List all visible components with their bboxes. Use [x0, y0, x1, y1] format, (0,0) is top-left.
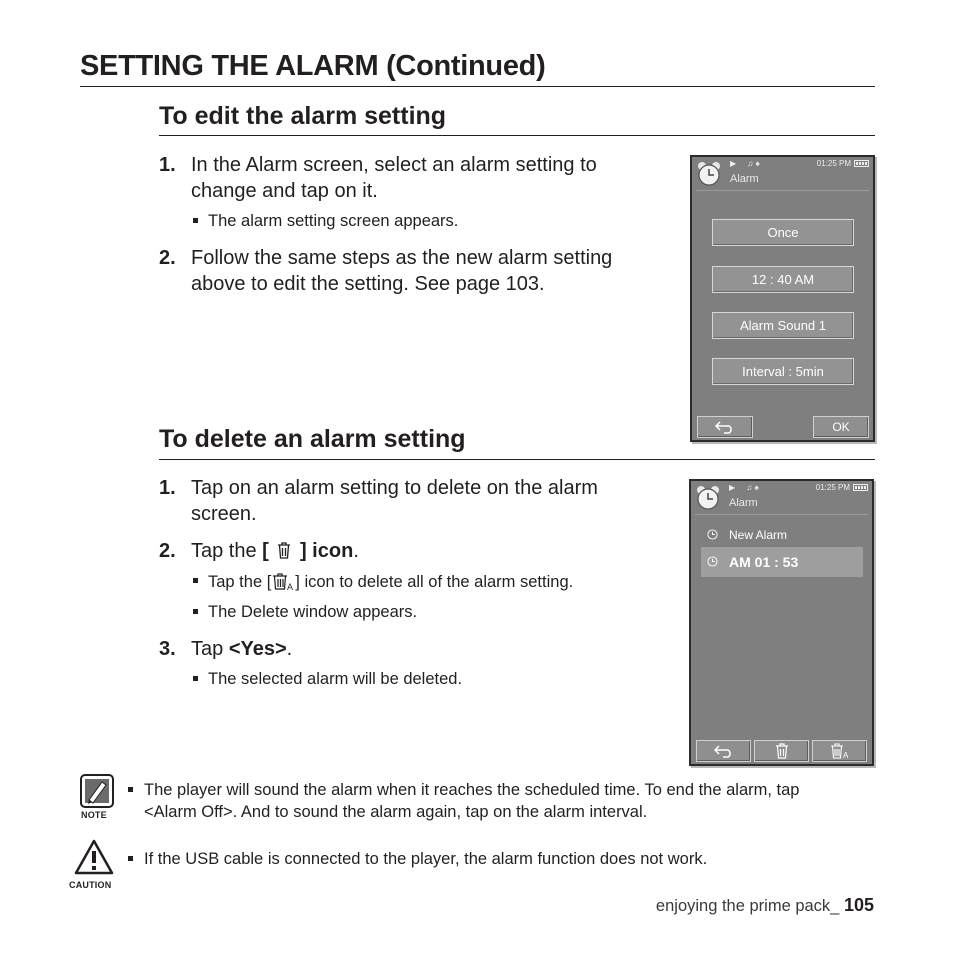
svg-text:A: A [287, 582, 294, 591]
screen-title: Alarm [730, 173, 759, 185]
time-option-button[interactable]: 12 : 40 AM [712, 266, 854, 293]
clock-icon [707, 556, 718, 567]
svg-text:A: A [842, 751, 848, 759]
caution-icon [74, 839, 114, 875]
page-title: SETTING THE ALARM (Continued) [80, 50, 546, 82]
sound-option-button[interactable]: Alarm Sound 1 [712, 312, 854, 339]
screen-title: Alarm [729, 497, 758, 509]
list-item-label: AM 01 : 53 [729, 554, 799, 570]
interval-option-button[interactable]: Interval : 5min [712, 358, 854, 385]
bullet-text: The alarm setting screen appears. [208, 212, 459, 230]
step-text: . [353, 540, 359, 562]
step-text-line: Follow the same steps as the new alarm setting [191, 247, 613, 269]
note-line: The player will sound the alarm when it reaches the scheduled time. To end the alarm, tap [144, 781, 800, 799]
step-text-line: Tap on an alarm setting to delete on the alarm [191, 477, 598, 499]
step-text-bold: <Yes> [228, 638, 287, 660]
bullet-marker [193, 676, 198, 681]
clock-icon [707, 529, 718, 540]
page-footer [656, 895, 874, 916]
bullet-marker [193, 609, 198, 614]
delete-button[interactable] [754, 740, 809, 762]
back-arrow-icon [713, 744, 735, 758]
bullet-marker [128, 856, 133, 861]
play-icon: ▶ ♫ ♠ [729, 483, 759, 492]
bullet-marker [193, 578, 198, 583]
alarm-clock-icon [696, 161, 722, 187]
caution-label: CAUTION [69, 880, 112, 890]
footer-section-name: enjoying the prime pack_ [655, 897, 844, 915]
step-text-bold: ] icon [299, 540, 354, 562]
step-text: . [286, 638, 293, 660]
step-text: Tap [191, 638, 229, 660]
delete-section-divider [159, 459, 875, 460]
alarm-list-screen [689, 479, 874, 766]
edit-section-divider [159, 135, 875, 136]
battery-icon [854, 160, 869, 167]
trash-all-icon [271, 571, 295, 591]
step-number: 3. [159, 638, 176, 660]
battery-icon [853, 484, 868, 491]
page-number: 105 [843, 895, 874, 915]
back-button[interactable] [697, 416, 753, 438]
new-alarm-item[interactable] [701, 521, 863, 549]
caution-line: If the USB cable is connected to the player, the alarm function does not work. [144, 850, 708, 868]
back-button[interactable] [696, 740, 751, 762]
clock-readout: 01:25 PM [816, 483, 868, 492]
back-arrow-icon [714, 420, 736, 434]
bullet-text: Tap the [ A ] icon to delete all of the alarm setting. [208, 573, 574, 591]
softkey-bar [692, 414, 873, 440]
note-icon [80, 774, 114, 808]
step-text-line: change and tap on it. [191, 180, 378, 202]
play-icon: ▶ ♫ ♠ [730, 159, 760, 168]
trash-icon [274, 540, 294, 560]
trash-all-icon [830, 743, 850, 759]
ok-button[interactable]: OK [813, 416, 869, 438]
repeat-option-button[interactable]: Once [712, 219, 854, 246]
note-label: NOTE [81, 810, 107, 820]
step-text-line: screen. [191, 503, 257, 525]
bullet-marker [193, 218, 198, 223]
step-number: 1. [159, 477, 176, 499]
list-item-label: New Alarm [729, 528, 788, 542]
bullet-text: The selected alarm will be deleted. [208, 670, 463, 688]
softkey-bar [691, 738, 872, 764]
alarm-setting-screen [690, 155, 875, 442]
step-number: 2. [159, 540, 176, 562]
step-text: Tap the [191, 540, 263, 562]
title-divider [80, 86, 875, 87]
note-line: <Alarm Off>. And to sound the alarm again, tap on the alarm interval. [144, 803, 648, 821]
delete-section-heading: To delete an alarm setting [159, 425, 466, 453]
bullet-text: The Delete window appears. [208, 603, 418, 621]
alarm-clock-icon [695, 485, 721, 511]
header-divider [696, 190, 869, 191]
edit-section-heading: To edit the alarm setting [159, 102, 447, 130]
step-number: 2. [159, 247, 176, 269]
step-number: 1. [159, 154, 176, 176]
step-text-line: In the Alarm screen, select an alarm setting to [191, 154, 597, 176]
alarm-item-selected[interactable] [701, 547, 863, 577]
clock-readout: 01:25 PM [817, 159, 869, 168]
status-bar [692, 157, 873, 189]
status-bar [691, 481, 872, 513]
step-text-bold: [ [262, 540, 269, 562]
delete-all-button[interactable] [812, 740, 867, 762]
header-divider [695, 514, 868, 515]
trash-icon [775, 743, 789, 759]
bullet-marker [128, 787, 133, 792]
step-text-line: above to edit the setting. See page 103. [191, 273, 545, 295]
